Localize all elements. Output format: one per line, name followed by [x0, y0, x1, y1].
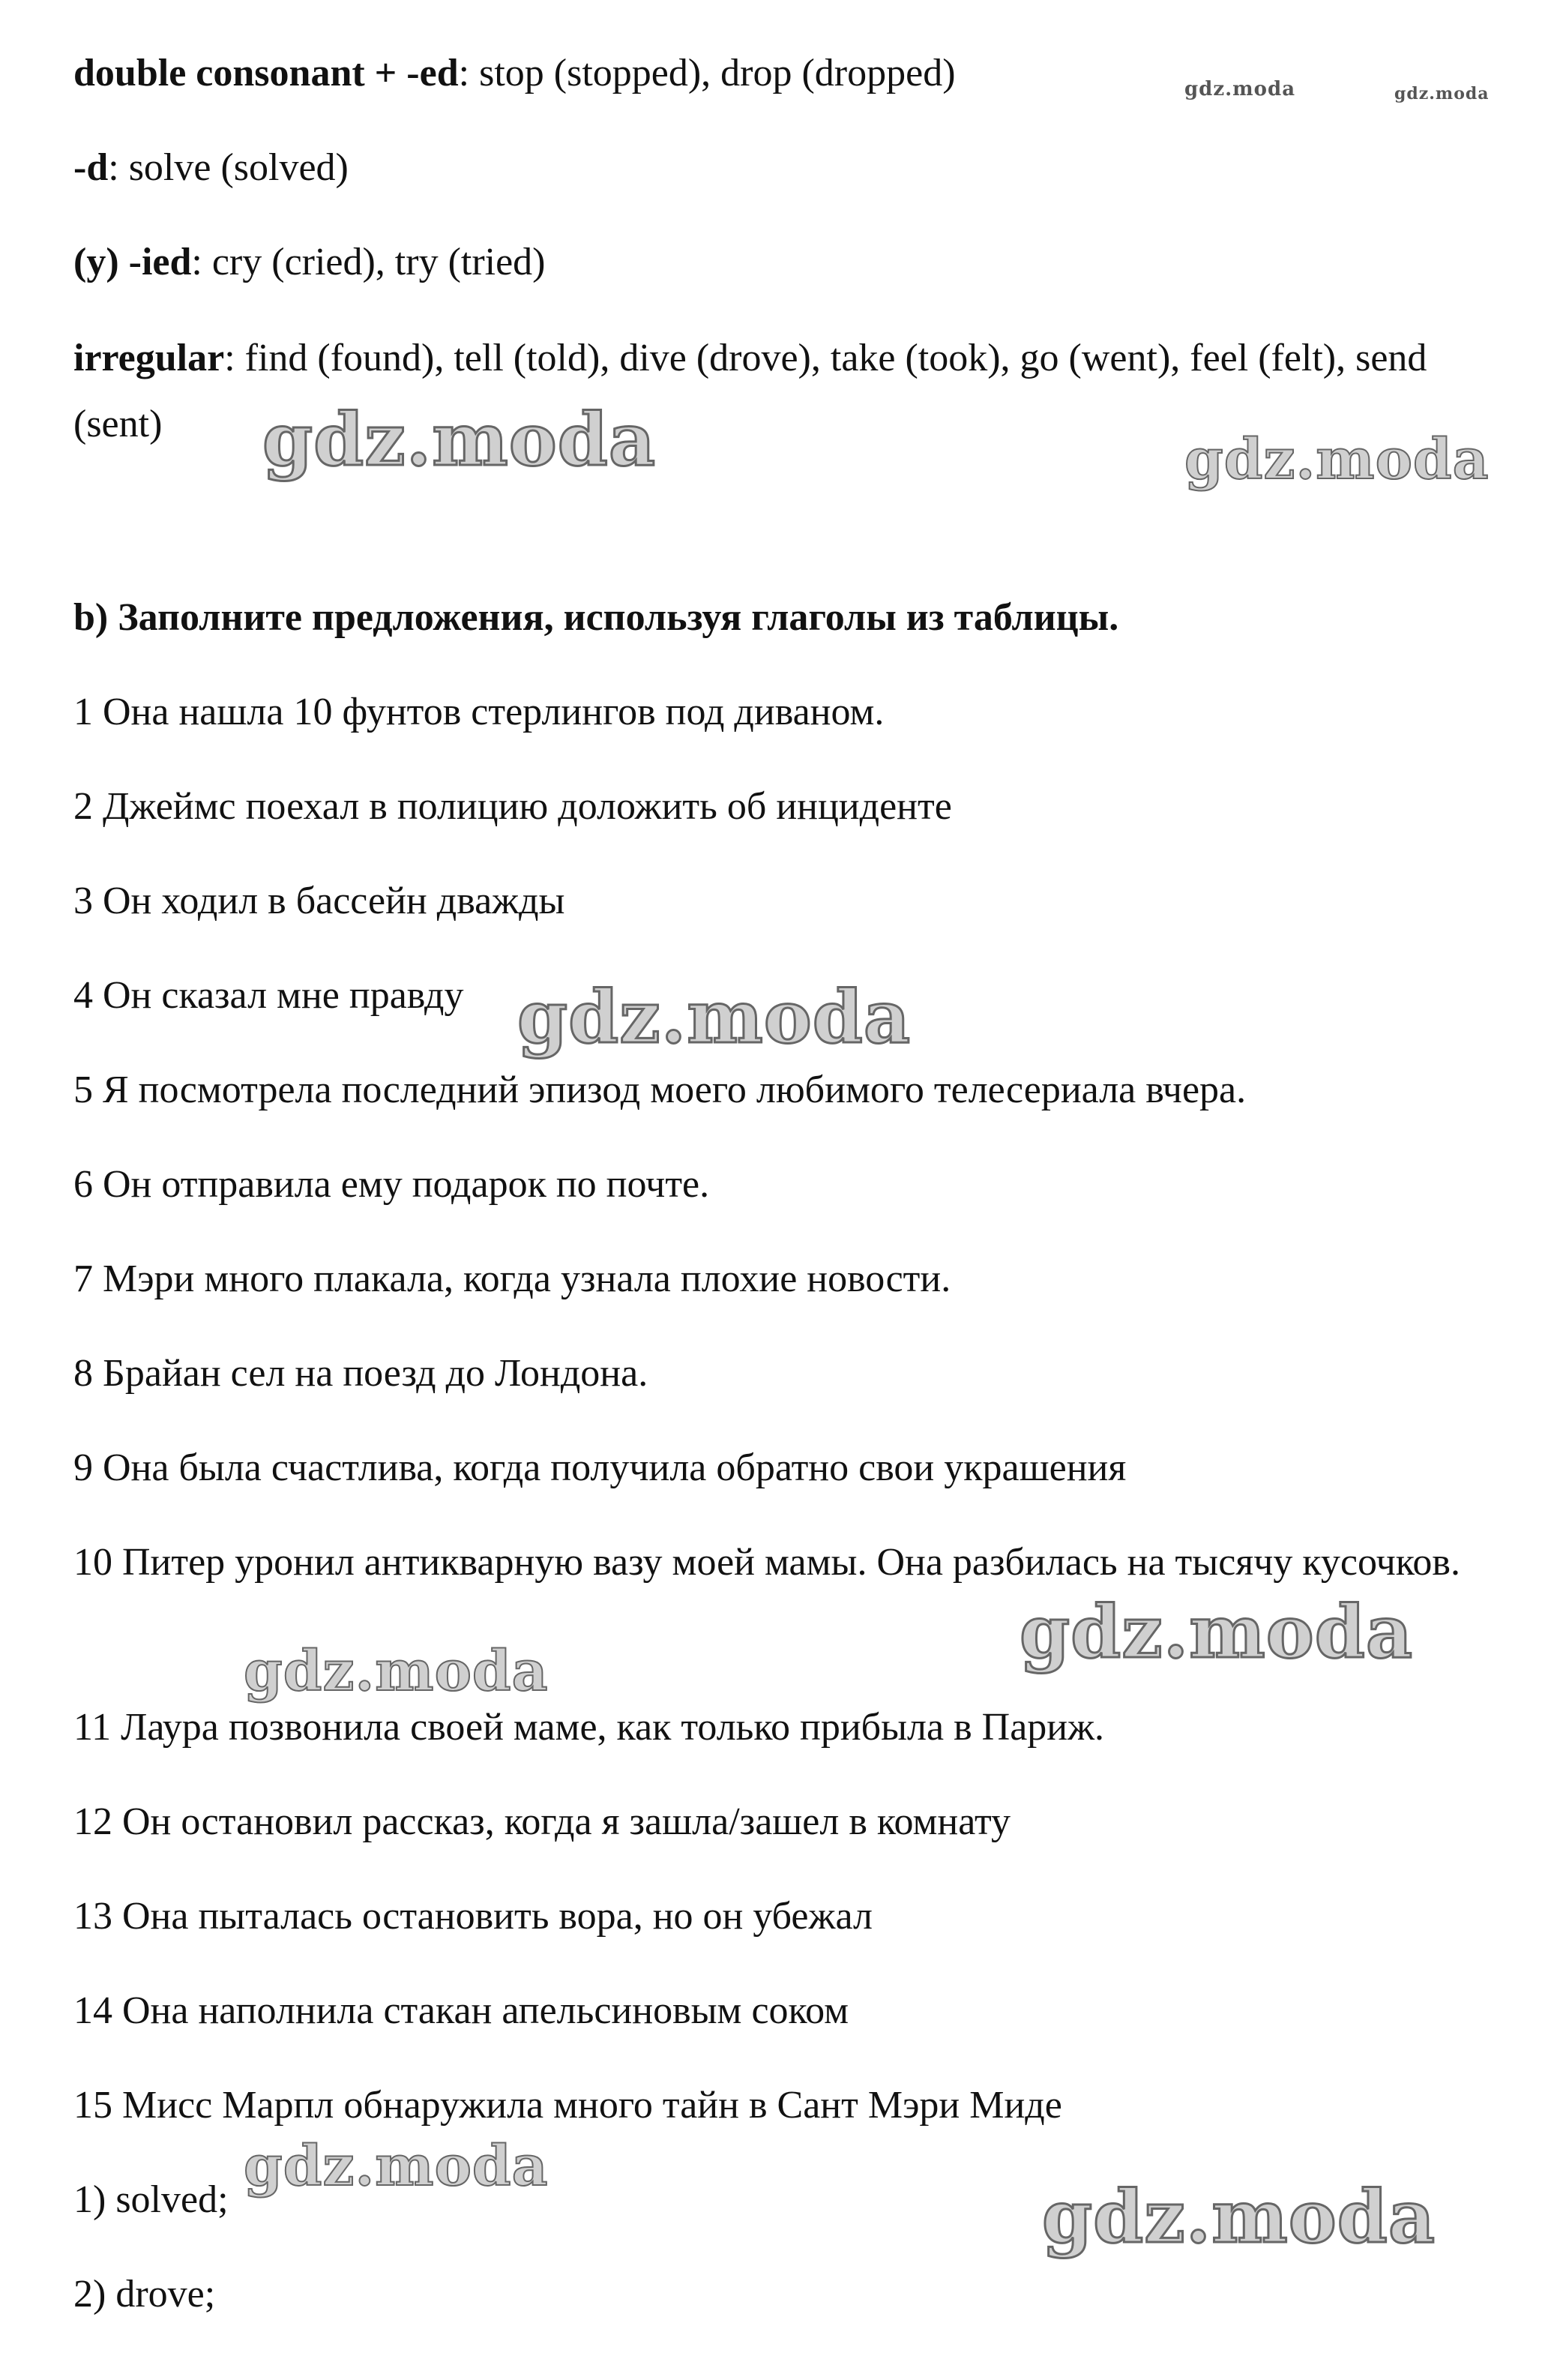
sentence: 6 Он отправила ему подарок по почте. — [73, 1163, 710, 1206]
sentence: 3 Он ходил в бассейн дважды — [73, 880, 565, 922]
rule-d — [73, 148, 349, 187]
rule-label: (y) -ied — [73, 241, 192, 283]
watermark: gdz.moda — [1394, 84, 1490, 103]
answer: 2) drove; — [73, 2273, 216, 2316]
sentence: 5 Я посмотрела последний эпизод моего любимого телесериала вчера. — [73, 1069, 1247, 1111]
sentence: 7 Мэри много плакала, когда узнала плохие новости. — [73, 1257, 951, 1300]
rule-ied — [73, 243, 546, 282]
sentence: 12 Он остановил рассказ, когда я зашла/зашел в комнату — [73, 1800, 1011, 1843]
sentence: 14 Она наполнила стакан апельсиновым соком — [73, 1989, 849, 2032]
watermark: gdz.moda — [1184, 427, 1490, 492]
sentence: 8 Брайан сел на поезд до Лондона. — [73, 1352, 648, 1395]
rule-text: : solve (solved) — [108, 146, 349, 189]
sentence: 15 Мисс Марпл обнаружила много тайн в Сант Мэри Миде — [73, 2084, 1062, 2127]
rule-double-consonant — [73, 54, 956, 93]
sentence: 9 Она была счастлива, когда получила обратно свои украшения — [73, 1446, 1127, 1489]
rule-text: : stop (stopped), drop (dropped) — [458, 52, 956, 94]
watermark: gdz.moda — [517, 975, 912, 1060]
sentence: 1 Она нашла 10 фунтов стерлингов под диваном. — [73, 691, 885, 733]
rule-text: : cry (cried), try (tried) — [191, 241, 546, 283]
rule-label: -d — [73, 146, 109, 189]
watermark: gdz.moda — [1042, 2175, 1436, 2259]
sentence: 10 Питер уронил антикварную вазу моей мамы. Она разбилась на тысячу кусочков. — [73, 1541, 1460, 1584]
rule-label: irregular — [73, 337, 225, 379]
watermark: gdz.moda — [262, 397, 657, 482]
sentence: 13 Она пыталась остановить вора, но он убежал — [73, 1895, 873, 1938]
sentence: 11 Лаура позвонила своей маме, как только прибыла в Париж. — [73, 1706, 1105, 1749]
rule-label: double consonant + -ed — [73, 52, 459, 94]
watermark: gdz.moda — [1020, 1590, 1414, 1674]
rule-text: : find (found), tell (told), dive (drove), take (took), go (went), feel (felt), send (sent) — [73, 337, 1427, 445]
answer: 1) solved; — [73, 2178, 229, 2221]
task-heading: b) Заполните предложения, используя глаголы из таблицы. — [73, 596, 1119, 639]
watermark: gdz.moda — [244, 2134, 549, 2199]
watermark: gdz.moda — [244, 1639, 549, 1704]
sentence: 2 Джеймс поехал в полицию доложить об инциденте — [73, 785, 952, 828]
watermark: gdz.moda — [1184, 78, 1296, 100]
sentence: 4 Он сказал мне правду — [73, 974, 464, 1017]
